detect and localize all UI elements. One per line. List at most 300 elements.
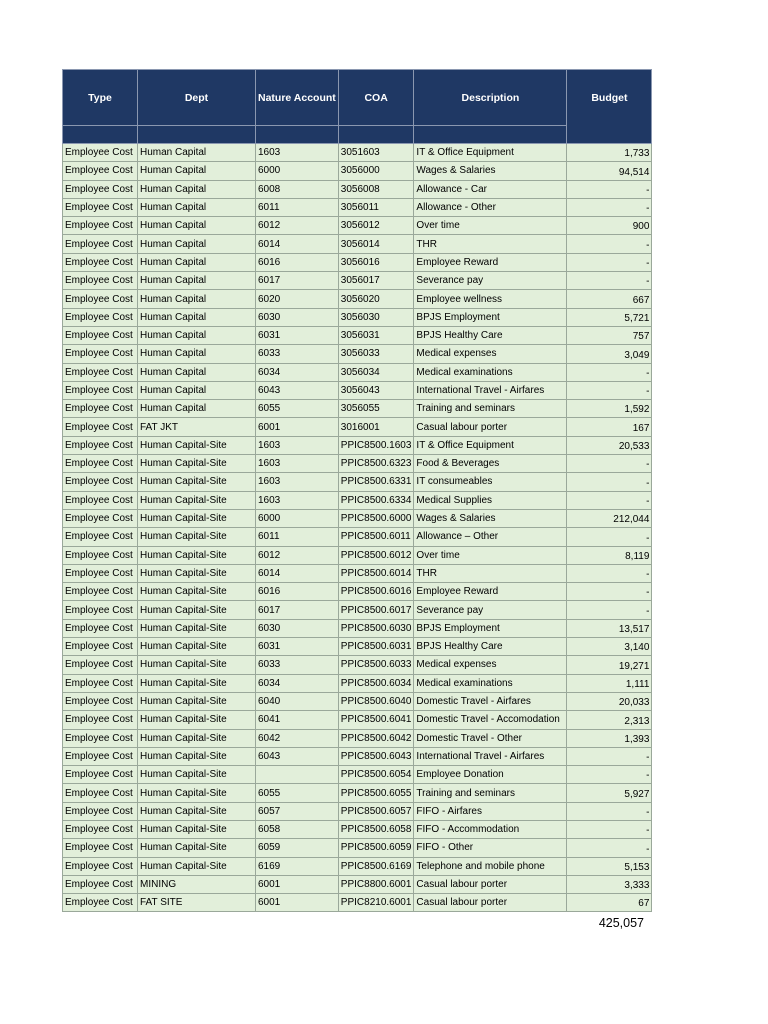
- cell-description: BPJS Healthy Care: [414, 638, 567, 656]
- cell-dept: Human Capital-Site: [138, 528, 256, 546]
- cell-budget: 8,119: [567, 546, 652, 564]
- table-row: [63, 381, 652, 399]
- cell-nature-account: 6008: [256, 180, 339, 198]
- cell-type: Employee Cost: [63, 509, 138, 527]
- cell-coa: PPIC8210.6001: [338, 894, 414, 912]
- cell-budget: 667: [567, 290, 652, 308]
- cell-nature-account: 6042: [256, 729, 339, 747]
- cell-budget: 67: [567, 894, 652, 912]
- table-row: [63, 326, 652, 344]
- header-spacer-cell: [414, 126, 567, 144]
- cell-nature-account: 1603: [256, 436, 339, 454]
- cell-coa: 3056016: [338, 253, 414, 271]
- cell-description: Training and seminars: [414, 400, 567, 418]
- table-row: [63, 363, 652, 381]
- cell-type: Employee Cost: [63, 802, 138, 820]
- cell-dept: Human Capital-Site: [138, 729, 256, 747]
- cell-type: Employee Cost: [63, 546, 138, 564]
- cell-dept: Human Capital: [138, 217, 256, 235]
- table-row: [63, 802, 652, 820]
- cell-type: Employee Cost: [63, 528, 138, 546]
- cell-nature-account: 6058: [256, 820, 339, 838]
- cell-type: Employee Cost: [63, 729, 138, 747]
- cell-description: Medical expenses: [414, 656, 567, 674]
- cell-coa: PPIC8800.6001: [338, 875, 414, 893]
- column-header-type: Type: [63, 70, 138, 126]
- table-row: [63, 546, 652, 564]
- cell-type: Employee Cost: [63, 455, 138, 473]
- cell-type: Employee Cost: [63, 308, 138, 326]
- cell-type: Employee Cost: [63, 656, 138, 674]
- cell-budget: 900: [567, 217, 652, 235]
- cell-nature-account: 6030: [256, 308, 339, 326]
- cell-nature-account: 6034: [256, 363, 339, 381]
- cell-nature-account: 6014: [256, 235, 339, 253]
- cell-dept: Human Capital: [138, 400, 256, 418]
- cell-nature-account: 6020: [256, 290, 339, 308]
- cell-budget: 212,044: [567, 509, 652, 527]
- header-spacer-cell: [138, 126, 256, 144]
- cell-dept: Human Capital-Site: [138, 546, 256, 564]
- cell-coa: PPIC8500.6034: [338, 674, 414, 692]
- cell-dept: Human Capital: [138, 326, 256, 344]
- table-row: [63, 674, 652, 692]
- cell-coa: 3056011: [338, 198, 414, 216]
- cell-description: Medical examinations: [414, 363, 567, 381]
- table-row: [63, 692, 652, 710]
- cell-type: Employee Cost: [63, 272, 138, 290]
- cell-type: Employee Cost: [63, 198, 138, 216]
- cell-coa: PPIC8500.6057: [338, 802, 414, 820]
- cell-coa: PPIC8500.6040: [338, 692, 414, 710]
- cell-budget: -: [567, 820, 652, 838]
- cell-budget: 3,333: [567, 875, 652, 893]
- cell-coa: 3056030: [338, 308, 414, 326]
- cell-nature-account: 6034: [256, 674, 339, 692]
- cell-description: Casual labour porter: [414, 875, 567, 893]
- table-row: [63, 619, 652, 637]
- cell-coa: PPIC8500.6059: [338, 839, 414, 857]
- cell-description: BPJS Employment: [414, 308, 567, 326]
- cell-budget: 19,271: [567, 656, 652, 674]
- cell-coa: PPIC8500.6323: [338, 455, 414, 473]
- cell-nature-account: 6001: [256, 875, 339, 893]
- cell-description: International Travel - Airfares: [414, 381, 567, 399]
- cell-dept: Human Capital-Site: [138, 583, 256, 601]
- table-row: [63, 198, 652, 216]
- cell-budget: -: [567, 381, 652, 399]
- cell-budget: -: [567, 747, 652, 765]
- cell-type: Employee Cost: [63, 363, 138, 381]
- cell-type: Employee Cost: [63, 839, 138, 857]
- cell-coa: 3056043: [338, 381, 414, 399]
- cell-nature-account: 6011: [256, 198, 339, 216]
- cell-dept: FAT SITE: [138, 894, 256, 912]
- cell-type: Employee Cost: [63, 857, 138, 875]
- cell-nature-account: 6059: [256, 839, 339, 857]
- cell-type: Employee Cost: [63, 491, 138, 509]
- cell-type: Employee Cost: [63, 747, 138, 765]
- table-row: [63, 729, 652, 747]
- table-row: [63, 290, 652, 308]
- cell-type: Employee Cost: [63, 820, 138, 838]
- cell-coa: PPIC8500.6054: [338, 766, 414, 784]
- cell-nature-account: [256, 766, 339, 784]
- cell-dept: Human Capital-Site: [138, 692, 256, 710]
- table-row: [63, 455, 652, 473]
- table-row: [63, 875, 652, 893]
- cell-budget: 5,153: [567, 857, 652, 875]
- column-header-description: Description: [414, 70, 567, 126]
- cell-coa: PPIC8500.6055: [338, 784, 414, 802]
- cell-nature-account: 6043: [256, 381, 339, 399]
- cell-type: Employee Cost: [63, 875, 138, 893]
- cell-description: Medical Supplies: [414, 491, 567, 509]
- cell-description: Over time: [414, 546, 567, 564]
- table-row: [63, 820, 652, 838]
- cell-nature-account: 6000: [256, 162, 339, 180]
- cell-coa: 3056008: [338, 180, 414, 198]
- cell-nature-account: 6055: [256, 784, 339, 802]
- cell-budget: -: [567, 601, 652, 619]
- cell-nature-account: 1603: [256, 473, 339, 491]
- cell-nature-account: 6031: [256, 326, 339, 344]
- cell-dept: Human Capital: [138, 144, 256, 162]
- table-header: [63, 70, 652, 144]
- cell-description: Training and seminars: [414, 784, 567, 802]
- cell-type: Employee Cost: [63, 784, 138, 802]
- cell-type: Employee Cost: [63, 253, 138, 271]
- header-spacer-cell: [338, 126, 414, 144]
- cell-description: Casual labour porter: [414, 418, 567, 436]
- cell-description: Wages & Salaries: [414, 162, 567, 180]
- cell-coa: PPIC8500.6334: [338, 491, 414, 509]
- cell-nature-account: 6016: [256, 253, 339, 271]
- cell-coa: 3056000: [338, 162, 414, 180]
- cell-type: Employee Cost: [63, 418, 138, 436]
- cell-description: Telephone and mobile phone: [414, 857, 567, 875]
- cell-description: Allowance – Other: [414, 528, 567, 546]
- cell-dept: Human Capital: [138, 272, 256, 290]
- cell-dept: Human Capital-Site: [138, 802, 256, 820]
- cell-coa: PPIC8500.6058: [338, 820, 414, 838]
- cell-coa: 3056033: [338, 345, 414, 363]
- cell-type: Employee Cost: [63, 894, 138, 912]
- cell-type: Employee Cost: [63, 400, 138, 418]
- cell-dept: Human Capital: [138, 162, 256, 180]
- table-body: [63, 144, 652, 912]
- cell-description: Severance pay: [414, 601, 567, 619]
- cell-type: Employee Cost: [63, 766, 138, 784]
- cell-nature-account: 6033: [256, 656, 339, 674]
- cell-dept: Human Capital: [138, 308, 256, 326]
- cell-coa: 3056020: [338, 290, 414, 308]
- cell-nature-account: 6030: [256, 619, 339, 637]
- cell-coa: PPIC8500.6331: [338, 473, 414, 491]
- table-row: [63, 747, 652, 765]
- cell-type: Employee Cost: [63, 564, 138, 582]
- table-row: [63, 180, 652, 198]
- cell-type: Employee Cost: [63, 381, 138, 399]
- cell-description: Allowance - Car: [414, 180, 567, 198]
- table-row: [63, 564, 652, 582]
- cell-dept: Human Capital-Site: [138, 473, 256, 491]
- cell-coa: PPIC8500.1603: [338, 436, 414, 454]
- cell-description: FIFO - Airfares: [414, 802, 567, 820]
- cell-description: FIFO - Accommodation: [414, 820, 567, 838]
- table-row: [63, 418, 652, 436]
- cell-nature-account: 6000: [256, 509, 339, 527]
- table-row: [63, 601, 652, 619]
- table-row: [63, 345, 652, 363]
- table-row: [63, 272, 652, 290]
- cell-nature-account: 6033: [256, 345, 339, 363]
- cell-description: IT & Office Equipment: [414, 144, 567, 162]
- cell-description: THR: [414, 564, 567, 582]
- table-row: [63, 509, 652, 527]
- cell-budget: -: [567, 766, 652, 784]
- table-row: [63, 638, 652, 656]
- cell-nature-account: 6040: [256, 692, 339, 710]
- cell-dept: Human Capital-Site: [138, 766, 256, 784]
- cell-budget: -: [567, 272, 652, 290]
- cell-dept: Human Capital-Site: [138, 839, 256, 857]
- table-row: [63, 235, 652, 253]
- cell-budget: -: [567, 564, 652, 582]
- cell-description: IT & Office Equipment: [414, 436, 567, 454]
- cell-budget: 1,111: [567, 674, 652, 692]
- cell-budget: -: [567, 528, 652, 546]
- cell-description: Medical examinations: [414, 674, 567, 692]
- cell-nature-account: 1603: [256, 455, 339, 473]
- cell-dept: Human Capital: [138, 363, 256, 381]
- cell-description: Domestic Travel - Airfares: [414, 692, 567, 710]
- cell-budget: 1,733: [567, 144, 652, 162]
- cell-budget: -: [567, 363, 652, 381]
- cell-description: Employee Reward: [414, 253, 567, 271]
- cell-dept: FAT JKT: [138, 418, 256, 436]
- cell-type: Employee Cost: [63, 436, 138, 454]
- cell-budget: 5,721: [567, 308, 652, 326]
- cell-description: BPJS Employment: [414, 619, 567, 637]
- cell-coa: 3051603: [338, 144, 414, 162]
- cell-nature-account: 6017: [256, 601, 339, 619]
- cell-type: Employee Cost: [63, 692, 138, 710]
- cell-dept: Human Capital-Site: [138, 711, 256, 729]
- cell-budget: 3,140: [567, 638, 652, 656]
- cell-coa: PPIC8500.6016: [338, 583, 414, 601]
- cell-type: Employee Cost: [63, 583, 138, 601]
- cell-budget: 5,927: [567, 784, 652, 802]
- cell-coa: PPIC8500.6043: [338, 747, 414, 765]
- cell-nature-account: 6016: [256, 583, 339, 601]
- cell-dept: Human Capital-Site: [138, 564, 256, 582]
- cell-nature-account: 6017: [256, 272, 339, 290]
- cell-description: Employee Donation: [414, 766, 567, 784]
- cell-description: Allowance - Other: [414, 198, 567, 216]
- table-row: [63, 308, 652, 326]
- cell-nature-account: 6011: [256, 528, 339, 546]
- cell-coa: 3056034: [338, 363, 414, 381]
- cell-dept: Human Capital: [138, 345, 256, 363]
- table-row: [63, 857, 652, 875]
- cell-budget: 167: [567, 418, 652, 436]
- cell-dept: Human Capital-Site: [138, 436, 256, 454]
- cell-type: Employee Cost: [63, 711, 138, 729]
- cell-dept: Human Capital: [138, 253, 256, 271]
- cell-coa: PPIC8500.6031: [338, 638, 414, 656]
- table-row: [63, 400, 652, 418]
- cell-budget: 3,049: [567, 345, 652, 363]
- cell-budget: -: [567, 198, 652, 216]
- cell-budget: -: [567, 180, 652, 198]
- cell-nature-account: 6055: [256, 400, 339, 418]
- budget-total: 425,057: [598, 916, 644, 930]
- cell-budget: 1,592: [567, 400, 652, 418]
- cell-dept: Human Capital: [138, 290, 256, 308]
- cell-coa: 3056014: [338, 235, 414, 253]
- cell-coa: PPIC8500.6014: [338, 564, 414, 582]
- table-row: [63, 253, 652, 271]
- cell-nature-account: 1603: [256, 144, 339, 162]
- cell-type: Employee Cost: [63, 601, 138, 619]
- cell-budget: 1,393: [567, 729, 652, 747]
- table-row: [63, 436, 652, 454]
- column-header-dept: Dept: [138, 70, 256, 126]
- cell-description: International Travel - Airfares: [414, 747, 567, 765]
- cell-nature-account: 6012: [256, 546, 339, 564]
- cell-type: Employee Cost: [63, 326, 138, 344]
- cell-coa: 3056012: [338, 217, 414, 235]
- table-row: [63, 839, 652, 857]
- header-spacer-cell: [256, 126, 339, 144]
- cell-coa: 3056017: [338, 272, 414, 290]
- cell-coa: PPIC8500.6012: [338, 546, 414, 564]
- cell-dept: Human Capital-Site: [138, 619, 256, 637]
- cell-description: Wages & Salaries: [414, 509, 567, 527]
- table-row: [63, 473, 652, 491]
- cell-nature-account: 6043: [256, 747, 339, 765]
- cell-type: Employee Cost: [63, 144, 138, 162]
- cell-coa: PPIC8500.6169: [338, 857, 414, 875]
- column-header-budget: Budget: [567, 70, 652, 144]
- table-row: [63, 528, 652, 546]
- cell-coa: PPIC8500.6033: [338, 656, 414, 674]
- cell-dept: Human Capital: [138, 180, 256, 198]
- table-row: [63, 656, 652, 674]
- cell-description: FIFO - Other: [414, 839, 567, 857]
- cell-nature-account: 1603: [256, 491, 339, 509]
- cell-type: Employee Cost: [63, 290, 138, 308]
- cell-budget: 20,533: [567, 436, 652, 454]
- cell-description: Over time: [414, 217, 567, 235]
- table-row: [63, 217, 652, 235]
- cell-description: Employee wellness: [414, 290, 567, 308]
- cell-dept: Human Capital-Site: [138, 601, 256, 619]
- cell-description: BPJS Healthy Care: [414, 326, 567, 344]
- cell-type: Employee Cost: [63, 638, 138, 656]
- cell-coa: 3016001: [338, 418, 414, 436]
- table-row: [63, 491, 652, 509]
- cell-coa: PPIC8500.6030: [338, 619, 414, 637]
- cell-nature-account: 6001: [256, 894, 339, 912]
- cell-coa: 3056031: [338, 326, 414, 344]
- cell-dept: Human Capital-Site: [138, 747, 256, 765]
- table-row: [63, 784, 652, 802]
- cell-dept: Human Capital: [138, 198, 256, 216]
- table-row: [63, 162, 652, 180]
- cell-type: Employee Cost: [63, 674, 138, 692]
- cell-nature-account: 6041: [256, 711, 339, 729]
- column-header-coa: COA: [338, 70, 414, 126]
- cell-dept: Human Capital-Site: [138, 491, 256, 509]
- cell-budget: -: [567, 455, 652, 473]
- cell-budget: -: [567, 583, 652, 601]
- cell-description: Employee Reward: [414, 583, 567, 601]
- table-row: [63, 894, 652, 912]
- cell-nature-account: 6012: [256, 217, 339, 235]
- cell-budget: -: [567, 473, 652, 491]
- cell-description: Medical expenses: [414, 345, 567, 363]
- cell-dept: MINING: [138, 875, 256, 893]
- cell-type: Employee Cost: [63, 235, 138, 253]
- cell-description: Food & Beverages: [414, 455, 567, 473]
- table-row: [63, 766, 652, 784]
- cell-dept: Human Capital: [138, 235, 256, 253]
- cell-description: Domestic Travel - Other: [414, 729, 567, 747]
- cell-coa: PPIC8500.6017: [338, 601, 414, 619]
- cell-dept: Human Capital-Site: [138, 656, 256, 674]
- cell-type: Employee Cost: [63, 345, 138, 363]
- cell-nature-account: 6014: [256, 564, 339, 582]
- cell-budget: -: [567, 235, 652, 253]
- cell-budget: 2,313: [567, 711, 652, 729]
- cell-budget: 13,517: [567, 619, 652, 637]
- cell-budget: -: [567, 253, 652, 271]
- cell-nature-account: 6001: [256, 418, 339, 436]
- header-spacer-cell: [63, 126, 138, 144]
- cell-type: Employee Cost: [63, 162, 138, 180]
- table-row: [63, 583, 652, 601]
- cell-type: Employee Cost: [63, 473, 138, 491]
- cell-budget: 20,033: [567, 692, 652, 710]
- cell-dept: Human Capital: [138, 381, 256, 399]
- cell-dept: Human Capital-Site: [138, 638, 256, 656]
- cell-budget: 757: [567, 326, 652, 344]
- cell-coa: PPIC8500.6000: [338, 509, 414, 527]
- cell-description: THR: [414, 235, 567, 253]
- table-row: [63, 711, 652, 729]
- cell-budget: 94,514: [567, 162, 652, 180]
- cell-dept: Human Capital-Site: [138, 509, 256, 527]
- cell-description: IT consumeables: [414, 473, 567, 491]
- cell-description: Domestic Travel - Accomodation: [414, 711, 567, 729]
- cell-budget: -: [567, 491, 652, 509]
- cell-nature-account: 6031: [256, 638, 339, 656]
- cell-dept: Human Capital-Site: [138, 784, 256, 802]
- cell-dept: Human Capital-Site: [138, 857, 256, 875]
- cell-dept: Human Capital-Site: [138, 455, 256, 473]
- cell-budget: -: [567, 839, 652, 857]
- cell-nature-account: 6169: [256, 857, 339, 875]
- cell-coa: PPIC8500.6041: [338, 711, 414, 729]
- table-row: [63, 144, 652, 162]
- cell-type: Employee Cost: [63, 619, 138, 637]
- cell-description: Casual labour porter: [414, 894, 567, 912]
- cell-type: Employee Cost: [63, 217, 138, 235]
- cell-nature-account: 6057: [256, 802, 339, 820]
- cell-coa: PPIC8500.6042: [338, 729, 414, 747]
